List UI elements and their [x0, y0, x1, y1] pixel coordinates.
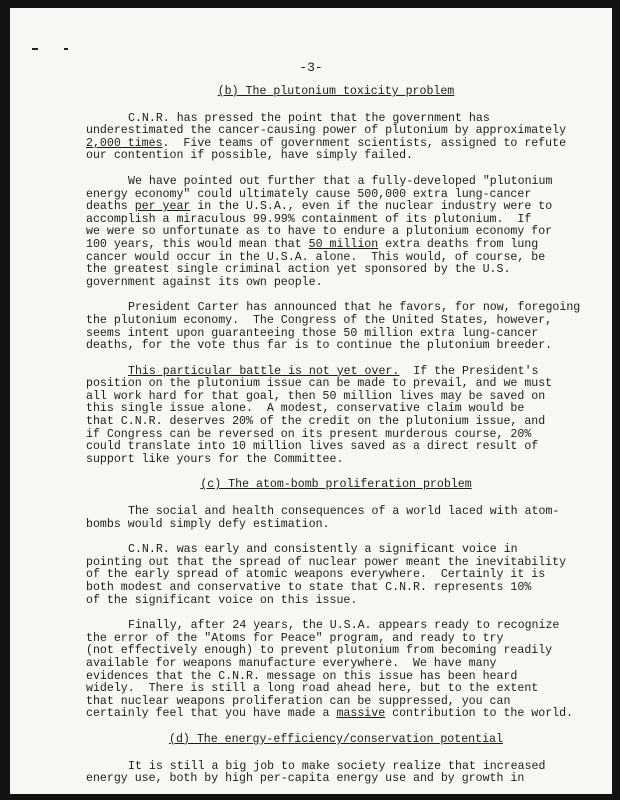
paragraph: C.N.R. has pressed the point that the government has underestimated the cancer-causing power of plutonium by approximately 2,000 times. Five teams of government scientists, assigned to refute our contention if possible, have simply failed. — [86, 111, 567, 163]
margin-mark — [32, 48, 38, 50]
section-b-heading: (b) The plutonium toxicity problem — [217, 85, 455, 98]
paragraph: The social and health consequences of a world laced with atom- bombs would simply defy estimation. — [86, 505, 560, 531]
page-number: -3- — [299, 60, 323, 75]
paragraph: Finally, after 24 years, the U.S.A. appears ready to recognize the error of the "Atoms for Peace" program, and ready to try (not effectively enough) to prevent plutonium from becoming readily available for weapons manufacture everywhere. We have many evidences that the C.N.R. message on this issue has been heard widely. There is still a long road ahead here, but to the extent that nuclear weapons proliferation can be suppressed, you can certainly feel that you have made a massive contribution to the world. — [86, 619, 574, 721]
margin-mark — [64, 48, 68, 50]
paragraph: This particular battle is not yet over. If the President's position on the plutonium issue can be made to prevail, and we must all work hard for that goal, then 50 million lives may be saved on this single issue alone. A modest, conservative claim would be that C.N.R. deserves 20% of the credit on the plutonium issue, and if Congress can be reversed on its present murderous course, 20% could translate into 10 million lives saved as a direct result of support like yours for the Committee. — [86, 364, 553, 466]
paragraph: It is still a big job to make society realize that increased energy use, both by high per-capita energy use and by growth in — [86, 759, 546, 786]
paragraph: C.N.R. was early and consistently a significant voice in pointing out that the spread of nuclear power meant the inevitability of the early spread of atomic weapons everywhere. Certainly it is both modest and conservative to state that C.N.R. represents 10% of the significant voice on this issue. — [86, 543, 567, 607]
paragraph: We have pointed out further that a fully-developed "plutonium energy economy" could ultimately cause 500,000 extra lung-cancer deaths per year in the U.S.A., even if the nuclear industry were to accomplish a miraculous 99.99% containment of its plutonium. If we were so unfortunate as to have to endure a plutonium economy for 100 years, this would mean that 50 million extra deaths from lung cancer would occur in the U.S.A. alone. This would, of course, be the greatest single criminal action yet sponsored by the U.S. government against its own people. — [86, 174, 553, 289]
document-page — [10, 8, 612, 794]
paragraph: President Carter has announced that he favors, for now, foregoing the plutonium economy. The Congress of the United States, however, seems intent upon guaranteeing those 50 million extra lung-cancer deaths, for the vote thus far is to continue the plutonium breeder. — [86, 301, 581, 353]
section-d-heading: (d) The energy-efficiency/conservation potential — [169, 732, 503, 746]
section-c-heading: (c) The atom-bomb proliferation problem — [200, 478, 472, 492]
body-text — [86, 86, 586, 794]
